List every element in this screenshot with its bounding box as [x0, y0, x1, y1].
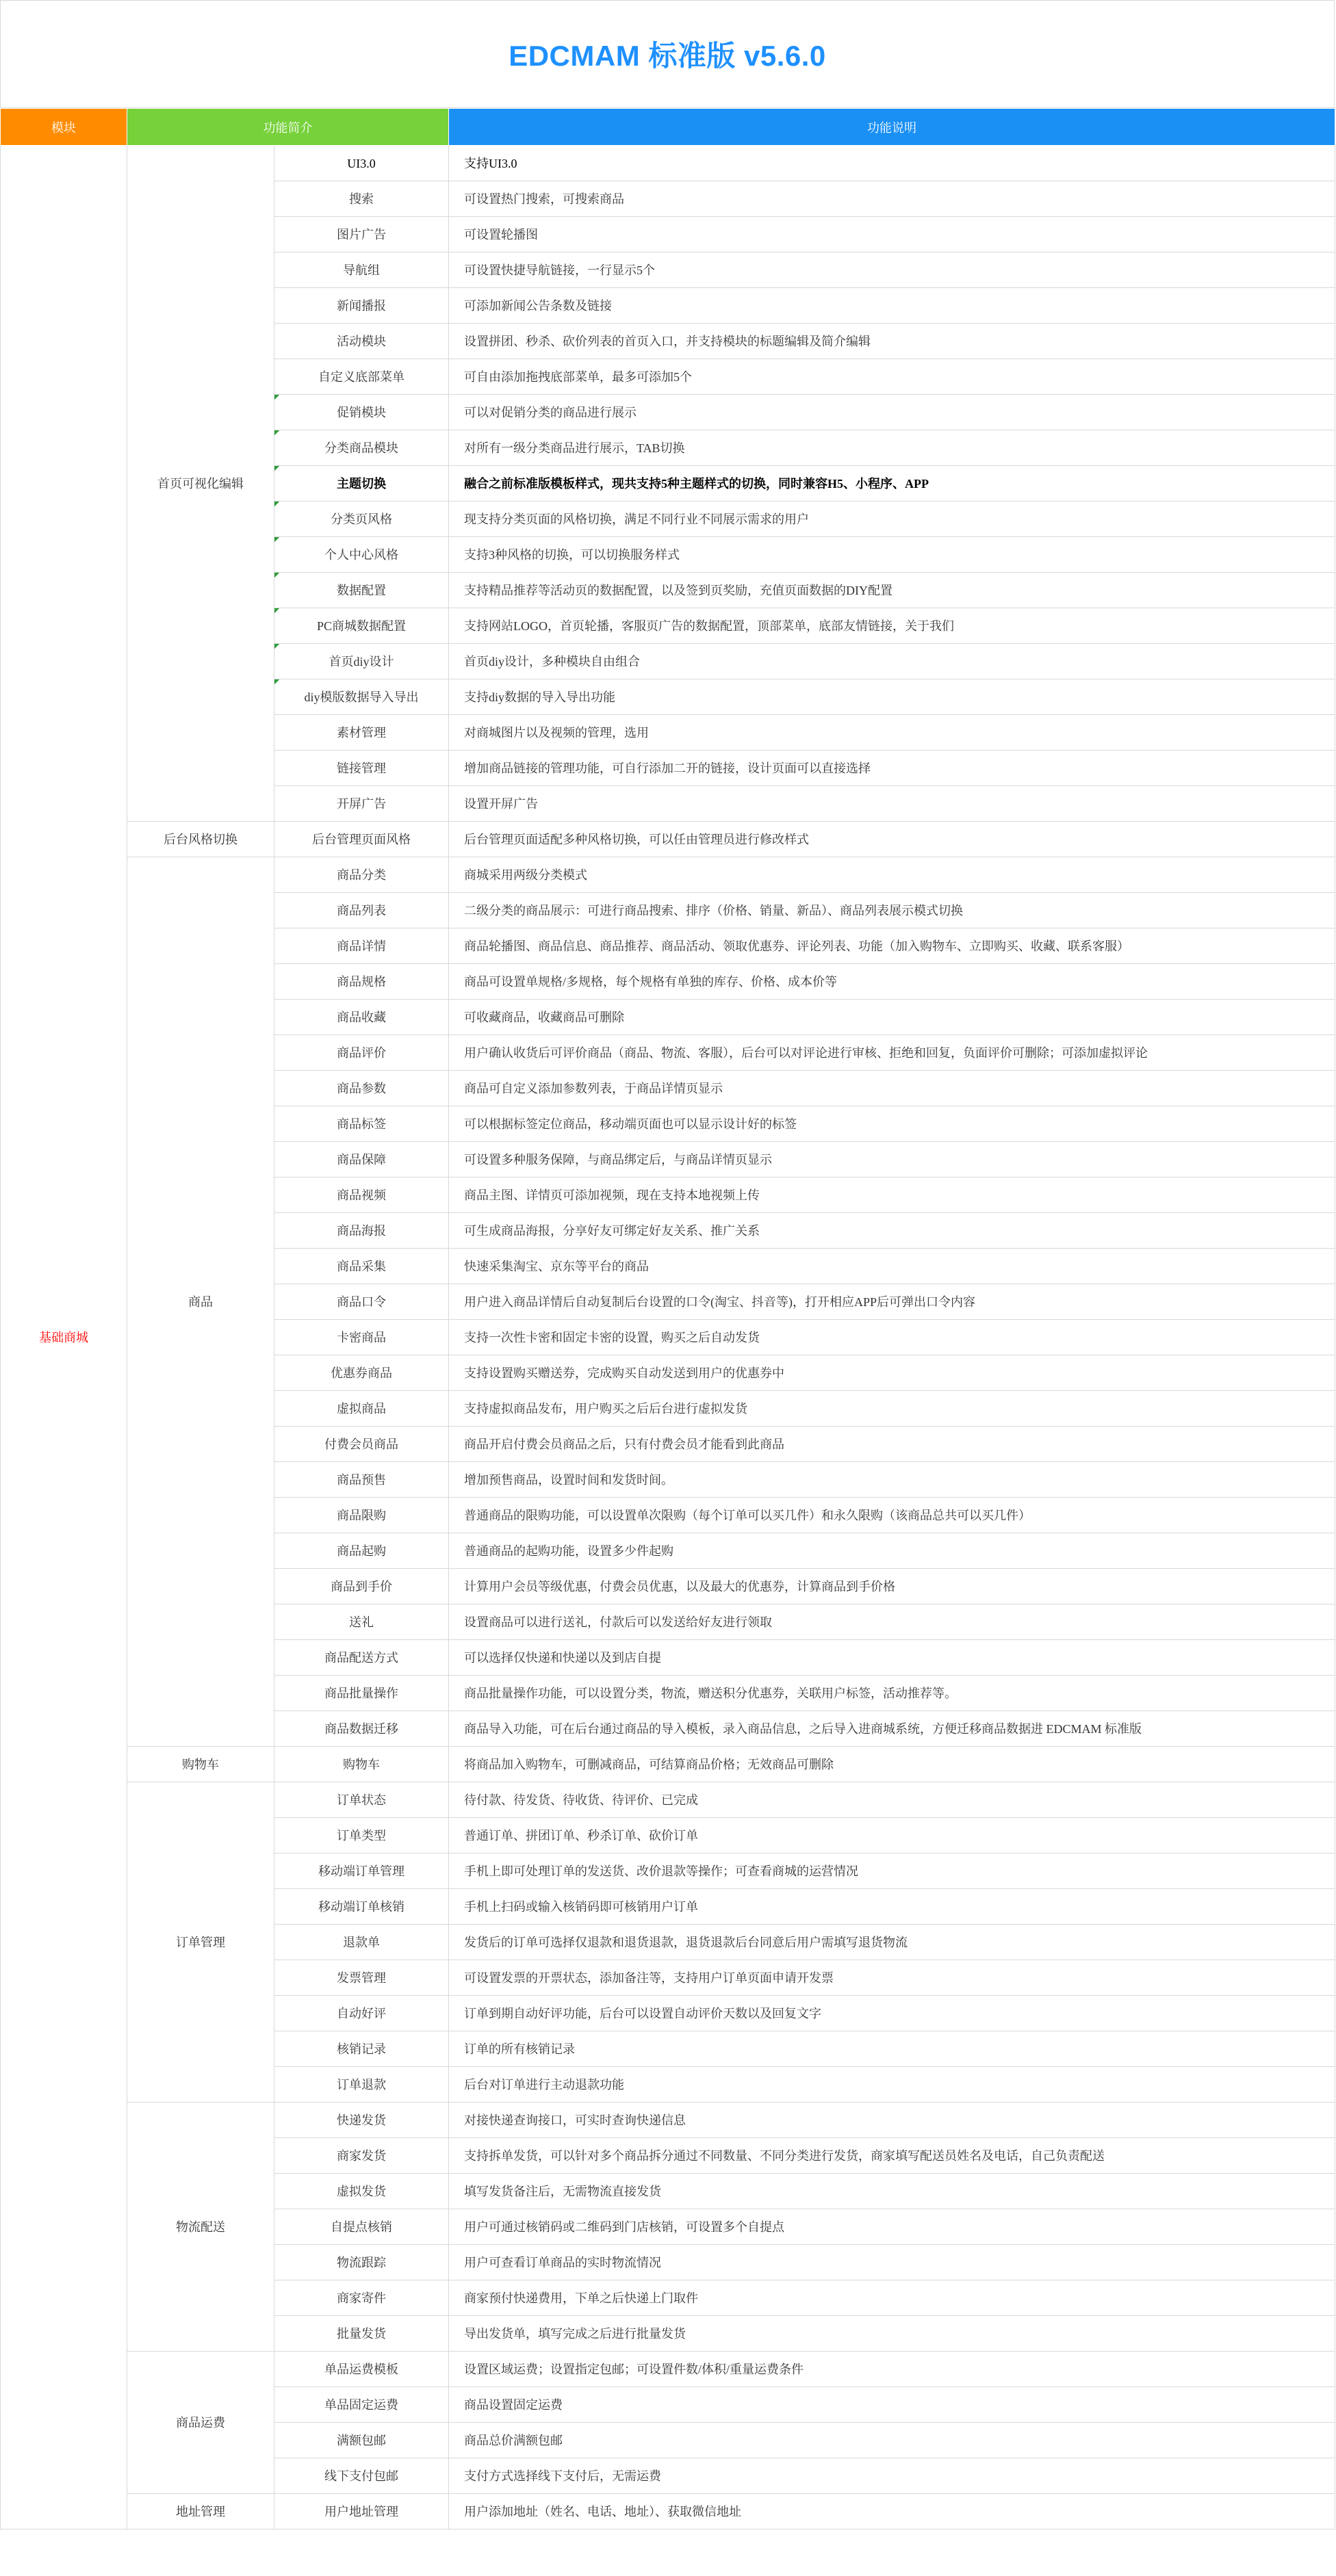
category-cell: 物流配送 — [127, 2103, 274, 2352]
table-row — [1, 1782, 1335, 1818]
description-cell: 对所有一级分类商品进行展示，TAB切换 — [449, 430, 1335, 466]
feature-cell: 单品固定运费 — [274, 2387, 449, 2423]
feature-cell: 商家发货 — [274, 2138, 449, 2174]
description-cell: 商家预付快递费用，下单之后快递上门取件 — [449, 2280, 1335, 2316]
category-cell: 商品 — [127, 857, 274, 1747]
feature-cell: 满额包邮 — [274, 2423, 449, 2458]
feature-cell: 导航组 — [274, 252, 449, 288]
description-cell: 普通订单、拼团订单、秒杀订单、砍价订单 — [449, 1818, 1335, 1853]
feature-cell: 素材管理 — [274, 715, 449, 751]
description-cell: 商品开启付费会员商品之后，只有付费会员才能看到此商品 — [449, 1427, 1335, 1462]
feature-cell: 活动模块 — [274, 324, 449, 359]
category-cell: 购物车 — [127, 1747, 274, 1782]
feature-cell: UI3.0 — [274, 146, 449, 181]
description-cell: 商品轮播图、商品信息、商品推荐、商品活动、领取优惠券、评论列表、功能（加入购物车、立即购买、收藏、联系客服） — [449, 928, 1335, 964]
feature-cell: 个人中心风格 — [274, 537, 449, 573]
feature-cell: 主题切换 — [274, 466, 449, 502]
table-row — [1, 2494, 1335, 2529]
feature-cell: 数据配置 — [274, 573, 449, 608]
module-header: 模块 — [1, 109, 127, 146]
description-cell: 可自由添加拖拽底部菜单，最多可添加5个 — [449, 359, 1335, 395]
description-cell: 支持设置购买赠送券，完成购买自动发送到用户的优惠券中 — [449, 1355, 1335, 1391]
category-cell: 首页可视化编辑 — [127, 146, 274, 822]
feature-cell: 订单状态 — [274, 1782, 449, 1818]
feature-cell: 用户地址管理 — [274, 2494, 449, 2529]
description-cell: 订单的所有核销记录 — [449, 2031, 1335, 2067]
description-cell: 普通商品的限购功能，可以设置单次限购（每个订单可以买几件）和永久限购（该商品总共可以买几件） — [449, 1498, 1335, 1533]
feature-cell: 商品评价 — [274, 1035, 449, 1071]
feature-cell: 商品分类 — [274, 857, 449, 893]
category-cell: 订单管理 — [127, 1782, 274, 2103]
description-cell: 可添加新闻公告条数及链接 — [449, 288, 1335, 324]
description-header: 功能说明 — [449, 109, 1335, 146]
description-cell: 可以选择仅快递和快递以及到店自提 — [449, 1640, 1335, 1676]
feature-cell: 自定义底部菜单 — [274, 359, 449, 395]
category-header: 功能简介 — [127, 109, 449, 146]
description-cell: 支持虚拟商品发布，用户购买之后后台进行虚拟发货 — [449, 1391, 1335, 1427]
feature-cell: 商品视频 — [274, 1178, 449, 1213]
feature-cell: 新闻播报 — [274, 288, 449, 324]
feature-cell: 线下支付包邮 — [274, 2458, 449, 2494]
description-cell: 后台对订单进行主动退款功能 — [449, 2067, 1335, 2103]
description-cell: 订单到期自动好评功能，后台可以设置自动评价天数以及回复文字 — [449, 1996, 1335, 2031]
module-cell: 基础商城 — [1, 146, 127, 2529]
description-cell: 可设置多种服务保障，与商品绑定后，与商品详情页显示 — [449, 1142, 1335, 1178]
description-cell: 可设置发票的开票状态，添加备注等，支持用户订单页面申请开发票 — [449, 1960, 1335, 1996]
feature-cell: 开屏广告 — [274, 786, 449, 822]
feature-cell: 自动好评 — [274, 1996, 449, 2031]
feature-cell: 商品起购 — [274, 1533, 449, 1569]
feature-cell: 商品口令 — [274, 1284, 449, 1320]
description-cell: 手机上即可处理订单的发送货、改价退款等操作；可查看商城的运营情况 — [449, 1853, 1335, 1889]
feature-cell: diy模版数据导入导出 — [274, 679, 449, 715]
feature-cell: 链接管理 — [274, 751, 449, 786]
feature-cell: 优惠券商品 — [274, 1355, 449, 1391]
category-cell: 地址管理 — [127, 2494, 274, 2529]
feature-cell: 移动端订单核销 — [274, 1889, 449, 1925]
description-cell: 将商品加入购物车，可删减商品，可结算商品价格；无效商品可删除 — [449, 1747, 1335, 1782]
table-row — [1, 2352, 1335, 2387]
feature-cell: 商品到手价 — [274, 1569, 449, 1604]
description-cell: 后台管理页面适配多种风格切换，可以任由管理员进行修改样式 — [449, 822, 1335, 857]
description-cell: 增加商品链接的管理功能，可自行添加二开的链接，设计页面可以直接选择 — [449, 751, 1335, 786]
description-cell: 对商城图片以及视频的管理，选用 — [449, 715, 1335, 751]
feature-cell: 送礼 — [274, 1604, 449, 1640]
description-cell: 手机上扫码或输入核销码即可核销用户订单 — [449, 1889, 1335, 1925]
description-cell: 可生成商品海报，分享好友可绑定好友关系、推广关系 — [449, 1213, 1335, 1249]
description-cell: 设置商品可以进行送礼，付款后可以发送给好友进行领取 — [449, 1604, 1335, 1640]
feature-cell: 商品限购 — [274, 1498, 449, 1533]
description-cell: 商品总价满额包邮 — [449, 2423, 1335, 2458]
description-cell: 支持一次性卡密和固定卡密的设置，购买之后自动发货 — [449, 1320, 1335, 1355]
description-cell: 商品批量操作功能，可以设置分类，物流，赠送积分优惠券，关联用户标签，活动推荐等。 — [449, 1676, 1335, 1711]
description-cell: 增加预售商品，设置时间和发货时间。 — [449, 1462, 1335, 1498]
feature-cell: 商品采集 — [274, 1249, 449, 1284]
feature-table — [0, 108, 1335, 2529]
description-cell: 商品主图、详情页可添加视频，现在支持本地视频上传 — [449, 1178, 1335, 1213]
feature-cell: 商品海报 — [274, 1213, 449, 1249]
feature-cell: 商品收藏 — [274, 1000, 449, 1035]
description-cell: 二级分类的商品展示：可进行商品搜索、排序（价格、销量、新品）、商品列表展示模式切换 — [449, 893, 1335, 928]
description-cell: 可设置热门搜索，可搜索商品 — [449, 181, 1335, 217]
table-row — [1, 822, 1335, 857]
table-row — [1, 1747, 1335, 1782]
feature-cell: 订单类型 — [274, 1818, 449, 1853]
feature-cell: 图片广告 — [274, 217, 449, 252]
table-header-row — [1, 109, 1335, 146]
description-cell: 商品设置固定运费 — [449, 2387, 1335, 2423]
feature-cell: 移动端订单管理 — [274, 1853, 449, 1889]
feature-cell: 首页diy设计 — [274, 644, 449, 679]
description-cell: 快速采集淘宝、京东等平台的商品 — [449, 1249, 1335, 1284]
description-cell: 融合之前标准版模板样式，现共支持5种主题样式的切换，同时兼容H5、小程序、APP — [449, 466, 1335, 502]
feature-cell: 批量发货 — [274, 2316, 449, 2352]
description-cell: 用户进入商品详情后自动复制后台设置的口令(淘宝、抖音等)，打开相应APP后可弹出口令内容 — [449, 1284, 1335, 1320]
description-cell: 设置开屏广告 — [449, 786, 1335, 822]
description-cell: 商城采用两级分类模式 — [449, 857, 1335, 893]
feature-cell: 分类商品模块 — [274, 430, 449, 466]
description-cell: 可以对促销分类的商品进行展示 — [449, 395, 1335, 430]
description-cell: 商品可设置单规格/多规格，每个规格有单独的库存、价格、成本价等 — [449, 964, 1335, 1000]
table-row — [1, 857, 1335, 893]
description-cell: 现支持分类页面的风格切换，满足不同行业不同展示需求的用户 — [449, 502, 1335, 537]
feature-cell: 卡密商品 — [274, 1320, 449, 1355]
category-cell: 商品运费 — [127, 2352, 274, 2494]
description-cell: 用户可通过核销码或二维码到门店核销，可设置多个自提点 — [449, 2209, 1335, 2245]
feature-cell: PC商城数据配置 — [274, 608, 449, 644]
description-cell: 用户确认收货后可评价商品（商品、物流、客服），后台可以对评论进行审核、拒绝和回复，负面评价可删除；可添加虚拟评论 — [449, 1035, 1335, 1071]
feature-cell: 商品数据迁移 — [274, 1711, 449, 1747]
feature-cell: 商品规格 — [274, 964, 449, 1000]
description-cell: 支持UI3.0 — [449, 146, 1335, 181]
feature-cell: 虚拟商品 — [274, 1391, 449, 1427]
table-body — [1, 146, 1335, 2529]
description-cell: 填写发货备注后，无需物流直接发货 — [449, 2174, 1335, 2209]
description-cell: 支持3种风格的切换，可以切换服务样式 — [449, 537, 1335, 573]
feature-cell: 虚拟发货 — [274, 2174, 449, 2209]
description-cell: 支持精品推荐等活动页的数据配置，以及签到页奖励，充值页面数据的DIY配置 — [449, 573, 1335, 608]
title-bar — [0, 0, 1335, 108]
feature-cell: 促销模块 — [274, 395, 449, 430]
description-cell: 待付款、待发货、待收货、待评价、已完成 — [449, 1782, 1335, 1818]
feature-cell: 分类页风格 — [274, 502, 449, 537]
feature-cell: 退款单 — [274, 1925, 449, 1960]
description-cell: 用户可查看订单商品的实时物流情况 — [449, 2245, 1335, 2280]
feature-cell: 快递发货 — [274, 2103, 449, 2138]
feature-cell: 商品配送方式 — [274, 1640, 449, 1676]
description-cell: 发货后的订单可选择仅退款和退货退款，退货退款后台同意后用户需填写退货物流 — [449, 1925, 1335, 1960]
description-cell: 支付方式选择线下支付后，无需运费 — [449, 2458, 1335, 2494]
feature-cell: 订单退款 — [274, 2067, 449, 2103]
feature-cell: 商品详情 — [274, 928, 449, 964]
description-cell: 可收藏商品，收藏商品可删除 — [449, 1000, 1335, 1035]
feature-cell: 单品运费模板 — [274, 2352, 449, 2387]
feature-cell: 商品保障 — [274, 1142, 449, 1178]
description-cell: 首页diy设计，多种模块自由组合 — [449, 644, 1335, 679]
table-row — [1, 2103, 1335, 2138]
feature-cell: 商品预售 — [274, 1462, 449, 1498]
table-row — [1, 146, 1335, 181]
category-cell: 后台风格切换 — [127, 822, 274, 857]
feature-cell: 商品批量操作 — [274, 1676, 449, 1711]
description-cell: 导出发货单，填写完成之后进行批量发货 — [449, 2316, 1335, 2352]
description-cell: 支持拆单发货，可以针对多个商品拆分通过不同数量、不同分类进行发货，商家填写配送员姓名及电话，自己负责配送 — [449, 2138, 1335, 2174]
description-cell: 对接快递查询接口，可实时查询快递信息 — [449, 2103, 1335, 2138]
description-cell: 普通商品的起购功能，设置多少件起购 — [449, 1533, 1335, 1569]
description-cell: 可设置轮播图 — [449, 217, 1335, 252]
description-cell: 可以根据标签定位商品，移动端页面也可以显示设计好的标签 — [449, 1106, 1335, 1142]
feature-cell: 商品标签 — [274, 1106, 449, 1142]
description-cell: 可设置快捷导航链接，一行显示5个 — [449, 252, 1335, 288]
feature-cell: 发票管理 — [274, 1960, 449, 1996]
description-cell: 设置区域运费；设置指定包邮；可设置件数/体积/重量运费条件 — [449, 2352, 1335, 2387]
feature-cell: 商家寄件 — [274, 2280, 449, 2316]
feature-cell: 搜索 — [274, 181, 449, 217]
description-cell: 支持网站LOGO，首页轮播，客服页广告的数据配置，顶部菜单，底部友情链接，关于我们 — [449, 608, 1335, 644]
feature-cell: 后台管理页面风格 — [274, 822, 449, 857]
feature-cell: 自提点核销 — [274, 2209, 449, 2245]
description-cell: 商品可自定义添加参数列表，于商品详情页显示 — [449, 1071, 1335, 1106]
page-title: EDCMAM 标准版 v5.6.0 — [509, 40, 826, 72]
description-cell: 支持diy数据的导入导出功能 — [449, 679, 1335, 715]
feature-cell: 核销记录 — [274, 2031, 449, 2067]
feature-cell: 付费会员商品 — [274, 1427, 449, 1462]
description-cell: 用户添加地址（姓名、电话、地址）、获取微信地址 — [449, 2494, 1335, 2529]
description-cell: 商品导入功能，可在后台通过商品的导入模板，录入商品信息，之后导入进商城系统，方便迁移商品数据进 EDCMAM 标准版 — [449, 1711, 1335, 1747]
feature-cell: 物流跟踪 — [274, 2245, 449, 2280]
description-cell: 计算用户会员等级优惠，付费会员优惠，以及最大的优惠券，计算商品到手价格 — [449, 1569, 1335, 1604]
feature-cell: 购物车 — [274, 1747, 449, 1782]
feature-cell: 商品参数 — [274, 1071, 449, 1106]
description-cell: 设置拼团、秒杀、砍价列表的首页入口，并支持模块的标题编辑及简介编辑 — [449, 324, 1335, 359]
feature-cell: 商品列表 — [274, 893, 449, 928]
